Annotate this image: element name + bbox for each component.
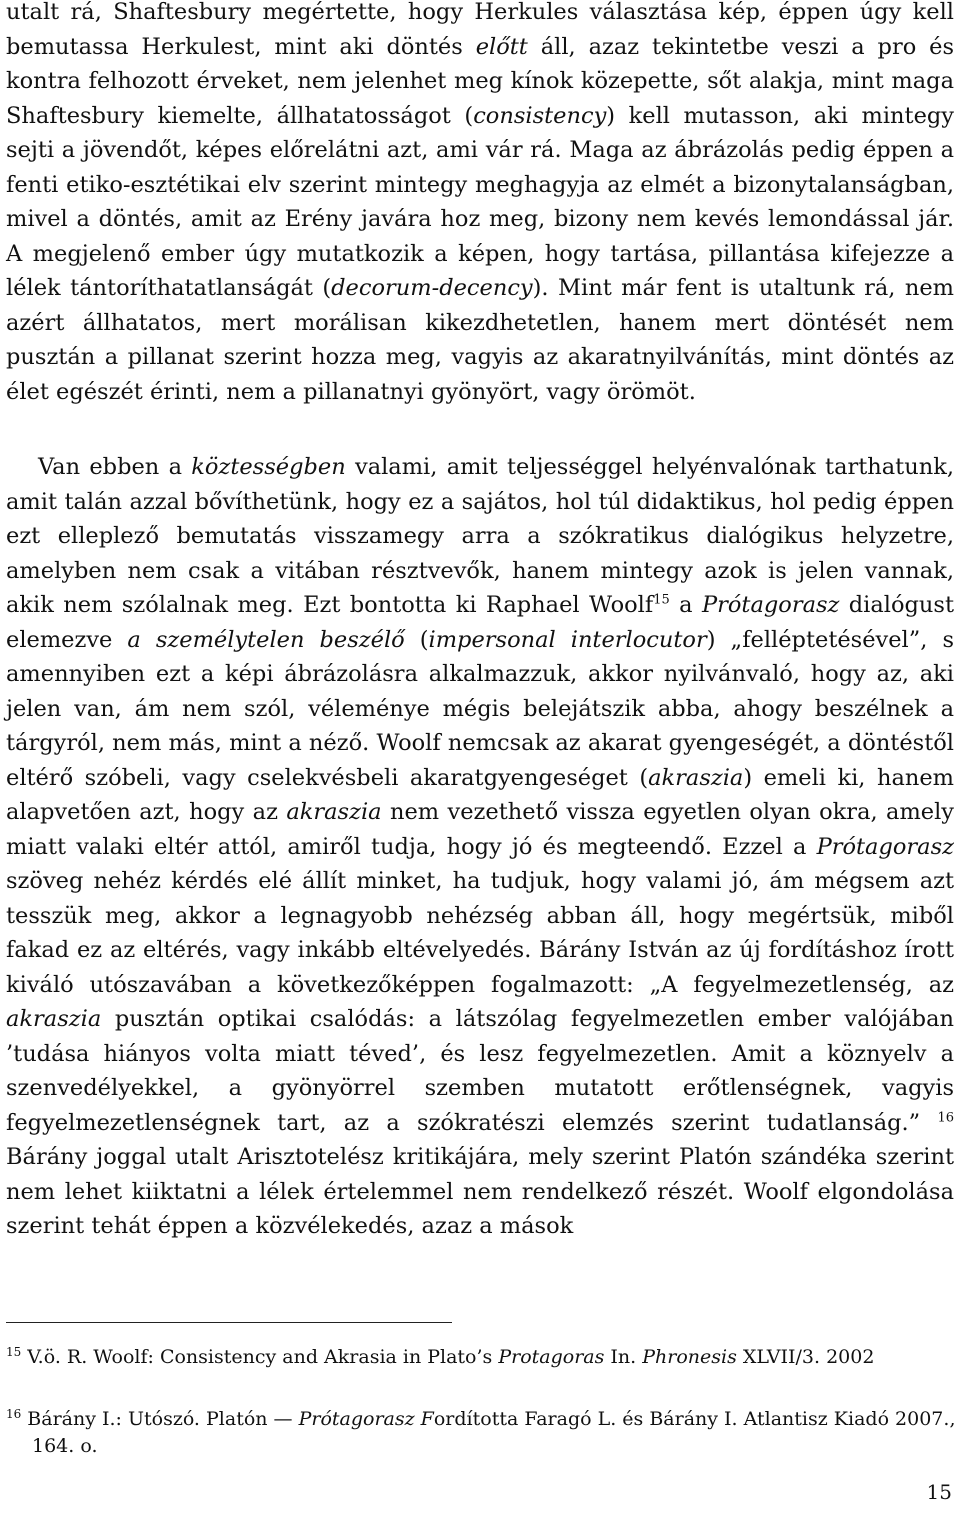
italic-run: előtt (475, 33, 528, 60)
text-run: áll, azaz tekintetbe veszi a pro és kontra felhozott érveket, nem jelenhet meg kínok közepette, sőt alakja, mint maga Shaftesbury kiemelte, állhatatosságot ( (6, 33, 954, 129)
italic-run: Prótagorasz (816, 833, 954, 860)
italic-run: impersonal interlocutor (428, 626, 707, 653)
body-paragraph-2 (6, 450, 954, 1244)
text-run: szöveg nehéz kérdés elé állít minket, ha tudjuk, hogy valami jó, ám mégsem azt tesszük meg, akkor a legnagyobb nehézség abban áll, hogy megértsük, miből fakad ez az eltérés, vagy inkább eltévelyedés. Bárány István az új fordításhoz írott kiváló utószavában a következőképpen fogalmazott: „A fegyelmezetlenség, az (6, 868, 954, 998)
footnote-16 (6, 1406, 960, 1460)
text-run: Bárány I.: Utószó. Platón — (27, 1408, 299, 1430)
italic-run: Phronesis (642, 1346, 737, 1368)
italic-run: akraszia (286, 799, 382, 825)
footnote-text (27, 1346, 874, 1368)
footnote-marker: 16 (6, 1406, 22, 1421)
text-run: a (669, 592, 702, 618)
text-run: utalt rá, Shaftesbury megértette, hogy Herkules választása kép, éppen úgy kell bemutassa Herkulest, mint aki döntés (6, 0, 954, 60)
italic-run: akraszia (648, 764, 744, 791)
footnote-reference: 16 (937, 1110, 954, 1125)
text-run: ). Mint már fent is utaltunk rá, nem azért állhatatos, mert morálisan kikezdhetetlen, hanem mert döntését nem pusztán a pillanat szerint hozza meg, vagyis az akaratnyilvánítás, mint döntés az élet egészét érinti, nem a pillanatnyi gyönyört, vagy örömöt. (6, 275, 954, 405)
italic-run: consistency (473, 102, 607, 129)
text-run: ( (404, 626, 429, 653)
italic-run: Protagoras (498, 1346, 605, 1368)
footnote-text (27, 1408, 955, 1457)
text-run: ) „felléptetésével”, s amennyiben ezt a képi ábrázolásra alkalmazzuk, akkor nyilvánvaló, hogy az, aki jelen van, ám nem szól, véleménye mégis belejátszik abba, ahogy beszélnek a tárgyról, nem más, mint a néző. Woolf nemcsak az akarat gyengeségét, a döntéstől eltérő szóbeli, vagy cselekvésbeli akaratgyengeséget ( (6, 626, 954, 791)
italic-run: Prótagorasz (701, 592, 840, 618)
italic-run: Prótagorasz F (298, 1408, 434, 1430)
text-run: Bárány joggal utalt Arisztotelész kritikájára, mely szerint Platón szándéka szerint nem lehet kiiktatni a lélek értelemmel nem rendelkező részét. Woolf elgondolása szerint tehát éppen a közvélekedés, azaz a mások (6, 1144, 954, 1239)
italic-run: decorum-decency (331, 275, 533, 301)
footnote-separator (6, 1322, 452, 1323)
text-run: pusztán optikai csalódás: a látszólag fegyelmezetlen ember valójában ’tudása hiányos volta miatt téved’, és lesz fegyelmezetlen. Amit a köznyelv a szenvedélyekkel, a gyönyörrel szemben mutatott erőtlenségnek, vagyis fegyelmezetlenségnek tart, az a szókratészi elemzés szerint tudatlanság.” (6, 1006, 954, 1136)
italic-run: akraszia (6, 1006, 102, 1032)
text-run: nem vezethető vissza egyetlen olyan okra, amely miatt valaki eltér attól, amiről tudja, hogy jó és megteendő. Ezzel a (6, 799, 955, 860)
body-paragraph-1 (6, 0, 954, 409)
page-number: 15 (926, 1480, 952, 1504)
text-run: ) kell mutasson, aki mintegy sejti a jövendőt, képes előrelátni azt, ami vár rá. Maga az ábrázolás pedig éppen a fenti etiko-esztétikai elv szerint mintegy meghagyja az elmét a bizonytalanságban, mivel a döntés, amit az Erény javára hoz meg, bizony nem kevés lemondással jár. A megjelenő ember úgy mutatkozik a képen, hogy tartása, pillantása kifejezze a lélek tántoríthatatlanságát ( (6, 102, 955, 301)
italic-run: a személytelen beszélő (127, 626, 405, 653)
footnote-reference: 15 (653, 592, 670, 608)
text-run: XLVII/3. 2002 (736, 1346, 875, 1368)
footnote-15 (6, 1344, 960, 1371)
footnote-marker: 15 (6, 1344, 22, 1359)
text-run: V.ö. R. Woolf: Consistency and Akrasia in Plato’s (27, 1346, 499, 1368)
text-run: Van ebben a (38, 454, 192, 480)
text-run: dialógust elemezve (6, 592, 955, 653)
text-run: ) emeli ki, hanem alapvetően azt, hogy az (6, 764, 954, 825)
text-run: In. (604, 1346, 643, 1368)
text-run: ordította Faragó L. és Bárány I. Atlantisz Kiadó 2007., 164. o. (32, 1408, 956, 1457)
italic-run: köztességben (191, 454, 346, 480)
text-run: valami, amit teljességgel helyénvalónak tarthatunk, amit talán azzal bővíthetünk, hogy ez a sajátos, hol túl didaktikus, hol pedig éppen ezt elleplező bemutatás visszamegy arra a szókratikus dialógikus helyzetre, amelyben nem csak a vitában résztvevők, hanem mintegy azok is jelen vannak, akik nem szólalnak meg. Ezt bontotta ki Raphael Woolf (6, 454, 954, 618)
